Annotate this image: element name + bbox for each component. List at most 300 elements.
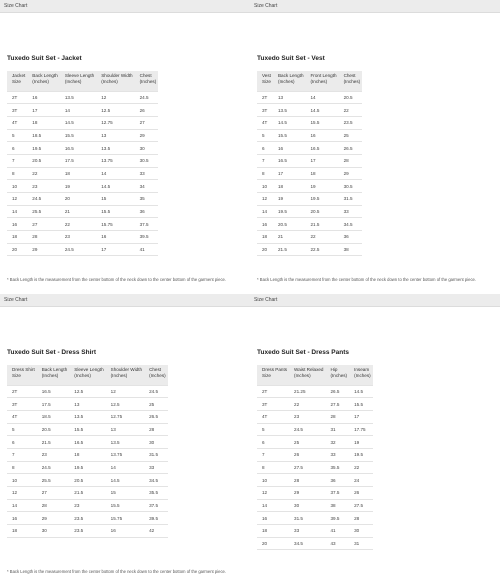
table-cell: 18 bbox=[273, 180, 306, 193]
panel-header: Size Chart bbox=[0, 0, 250, 13]
table-cell: 4T bbox=[7, 116, 27, 129]
table-cell: 39.5 bbox=[144, 512, 168, 525]
table-row bbox=[7, 180, 158, 193]
table-cell: 16 bbox=[106, 525, 144, 538]
table-cell: 22 bbox=[60, 218, 96, 231]
table-cell: 21 bbox=[60, 205, 96, 218]
table-row bbox=[257, 487, 373, 500]
table-row bbox=[257, 116, 362, 129]
table-cell: 13.5 bbox=[106, 436, 144, 449]
table-row bbox=[7, 154, 158, 167]
size-table bbox=[257, 71, 362, 256]
table-cell: 31 bbox=[325, 423, 349, 436]
table-header-row bbox=[7, 71, 158, 91]
table-cell: 41 bbox=[135, 243, 159, 256]
table-cell: 16 bbox=[7, 218, 27, 231]
table-cell: 28 bbox=[289, 474, 325, 487]
table-row bbox=[257, 398, 373, 411]
table-cell: 32 bbox=[325, 436, 349, 449]
column-header: Vest Size bbox=[257, 71, 273, 91]
table-cell: 28 bbox=[37, 499, 70, 512]
size-chart-panel-jacket bbox=[0, 0, 250, 294]
footnote: * Back Length is the measurement from the center bottom of the neck down to the center bottom of the garment piece. bbox=[257, 277, 477, 282]
table-row bbox=[257, 243, 362, 256]
table-row bbox=[7, 167, 158, 180]
table-cell: 22 bbox=[339, 104, 363, 117]
table-cell: 15.5 bbox=[349, 398, 373, 411]
table-cell: 26 bbox=[135, 104, 159, 117]
column-header: Back Length (Inches) bbox=[273, 71, 306, 91]
table-cell: 27.5 bbox=[325, 398, 349, 411]
table-cell: 27 bbox=[27, 218, 60, 231]
table-cell: 7 bbox=[7, 154, 27, 167]
table-cell: 13.5 bbox=[69, 410, 105, 423]
table-cell: 20 bbox=[7, 243, 27, 256]
column-header: Chest (Inches) bbox=[339, 71, 363, 91]
table-cell: 29 bbox=[27, 243, 60, 256]
table-cell: 18 bbox=[27, 116, 60, 129]
table-cell: 13.5 bbox=[60, 91, 96, 104]
table-cell: 23.5 bbox=[339, 116, 363, 129]
size-chart-panel-dress-pants bbox=[250, 294, 500, 588]
table-row bbox=[7, 474, 168, 487]
table-cell: 30 bbox=[289, 499, 325, 512]
table-cell: 14 bbox=[106, 461, 144, 474]
table-row bbox=[257, 167, 362, 180]
table-cell: 28 bbox=[144, 423, 168, 436]
table-cell: 18.5 bbox=[37, 410, 70, 423]
table-cell: 30 bbox=[349, 525, 373, 538]
table-row bbox=[257, 410, 373, 423]
table-row bbox=[257, 180, 362, 193]
table-cell: 16 bbox=[7, 512, 37, 525]
table-cell: 29 bbox=[339, 167, 363, 180]
table-cell: 18 bbox=[257, 231, 273, 244]
table-cell: 26.5 bbox=[144, 410, 168, 423]
column-header: Jacket Size bbox=[7, 71, 27, 91]
table-cell: 38 bbox=[339, 243, 363, 256]
table-cell: 16 bbox=[96, 231, 134, 244]
table-cell: 30 bbox=[144, 436, 168, 449]
table-cell: 34 bbox=[135, 180, 159, 193]
table-cell: 23.5 bbox=[69, 512, 105, 525]
table-row bbox=[7, 410, 168, 423]
table-cell: 16.5 bbox=[69, 436, 105, 449]
table-cell: 24.5 bbox=[27, 193, 60, 206]
table-row bbox=[257, 154, 362, 167]
table-cell: 27 bbox=[37, 487, 70, 500]
size-chart-panel-dress-shirt bbox=[0, 294, 250, 588]
table-row bbox=[257, 205, 362, 218]
table-cell: 19 bbox=[306, 180, 339, 193]
table-cell: 3T bbox=[257, 104, 273, 117]
table-cell: 21.5 bbox=[37, 436, 70, 449]
table-cell: 18 bbox=[7, 525, 37, 538]
table-cell: 6 bbox=[7, 436, 37, 449]
table-cell: 20.5 bbox=[69, 474, 105, 487]
table-cell: 12 bbox=[7, 487, 37, 500]
table-row bbox=[7, 436, 168, 449]
table-title: Tuxedo Suit Set - Dress Pants bbox=[257, 349, 349, 356]
table-row bbox=[257, 104, 362, 117]
size-table bbox=[7, 71, 158, 256]
table-cell: 24.5 bbox=[60, 243, 96, 256]
column-header: Back Length (Inches) bbox=[37, 365, 70, 385]
table-cell: 15.75 bbox=[96, 218, 134, 231]
table-cell: 33 bbox=[135, 167, 159, 180]
table-cell: 31.5 bbox=[339, 193, 363, 206]
table-cell: 14 bbox=[7, 499, 37, 512]
table-header-row bbox=[257, 71, 362, 91]
table-cell: 34.5 bbox=[339, 218, 363, 231]
column-header: Dress Shirt Size bbox=[7, 365, 37, 385]
table-cell: 21.5 bbox=[273, 243, 306, 256]
column-header: Back Length (Inches) bbox=[27, 71, 60, 91]
table-cell: 35.5 bbox=[325, 461, 349, 474]
table-row bbox=[7, 205, 158, 218]
table-cell: 20.5 bbox=[273, 218, 306, 231]
table-cell: 17 bbox=[349, 410, 373, 423]
table-cell: 28 bbox=[325, 410, 349, 423]
table-cell: 2T bbox=[257, 91, 273, 104]
table-cell: 7 bbox=[257, 154, 273, 167]
table-cell: 12 bbox=[96, 91, 134, 104]
table-cell: 13 bbox=[69, 398, 105, 411]
table-row bbox=[7, 91, 158, 104]
table-cell: 33 bbox=[325, 448, 349, 461]
table-cell: 17.75 bbox=[349, 423, 373, 436]
table-cell: 43 bbox=[325, 537, 349, 550]
table-cell: 41 bbox=[325, 525, 349, 538]
column-header: Hip (Inches) bbox=[325, 365, 349, 385]
table-cell: 21.5 bbox=[69, 487, 105, 500]
table-cell: 4T bbox=[7, 410, 37, 423]
table-cell: 12 bbox=[257, 193, 273, 206]
table-cell: 14.5 bbox=[273, 116, 306, 129]
table-cell: 12 bbox=[7, 193, 27, 206]
table-header-row bbox=[7, 365, 168, 385]
table-row bbox=[7, 512, 168, 525]
column-header: Sleeve Length (Inches) bbox=[60, 71, 96, 91]
table-cell: 15 bbox=[106, 487, 144, 500]
table-cell: 26.5 bbox=[325, 385, 349, 398]
table-cell: 16.5 bbox=[306, 142, 339, 155]
table-cell: 34.5 bbox=[289, 537, 325, 550]
table-cell: 38 bbox=[325, 499, 349, 512]
table-cell: 37.5 bbox=[144, 499, 168, 512]
table-cell: 18 bbox=[306, 167, 339, 180]
table-row bbox=[257, 499, 373, 512]
table-cell: 6 bbox=[7, 142, 27, 155]
table-cell: 8 bbox=[257, 167, 273, 180]
column-header: Shoulder Width (Inches) bbox=[96, 71, 134, 91]
column-header: Chest (Inches) bbox=[135, 71, 159, 91]
table-cell: 15.5 bbox=[60, 129, 96, 142]
table-cell: 30.5 bbox=[339, 180, 363, 193]
table-cell: 3T bbox=[257, 398, 289, 411]
size-table bbox=[7, 365, 168, 538]
panel-header: Size Chart bbox=[250, 0, 500, 13]
table-cell: 12.5 bbox=[106, 398, 144, 411]
table-cell: 5 bbox=[7, 423, 37, 436]
table-row bbox=[7, 104, 158, 117]
table-cell: 20.5 bbox=[37, 423, 70, 436]
table-header-row bbox=[257, 365, 373, 385]
column-header: Sleeve Length (Inches) bbox=[69, 365, 105, 385]
table-cell: 25.5 bbox=[27, 205, 60, 218]
table-cell: 22.5 bbox=[306, 243, 339, 256]
column-header: Chest (Inches) bbox=[144, 365, 168, 385]
table-cell: 14 bbox=[257, 499, 289, 512]
table-cell: 8 bbox=[7, 167, 27, 180]
table-row bbox=[257, 448, 373, 461]
table-cell: 16 bbox=[273, 142, 306, 155]
table-cell: 27 bbox=[135, 116, 159, 129]
panel-header: Size Chart bbox=[0, 294, 250, 307]
table-cell: 23 bbox=[27, 180, 60, 193]
table-row bbox=[257, 218, 362, 231]
table-cell: 13.5 bbox=[273, 104, 306, 117]
table-cell: 21.5 bbox=[306, 218, 339, 231]
table-cell: 18 bbox=[69, 448, 105, 461]
table-cell: 26 bbox=[349, 487, 373, 500]
table-cell: 31.5 bbox=[289, 512, 325, 525]
table-cell: 13 bbox=[106, 423, 144, 436]
table-cell: 23.5 bbox=[69, 525, 105, 538]
table-cell: 39.5 bbox=[325, 512, 349, 525]
column-header: Waist Relaxed (Inches) bbox=[289, 365, 325, 385]
table-cell: 15 bbox=[96, 193, 134, 206]
table-cell: 30.5 bbox=[135, 154, 159, 167]
table-row bbox=[257, 537, 373, 550]
table-row bbox=[7, 487, 168, 500]
table-cell: 2T bbox=[7, 385, 37, 398]
table-cell: 4T bbox=[257, 116, 273, 129]
table-cell: 17 bbox=[306, 154, 339, 167]
table-cell: 19.5 bbox=[306, 193, 339, 206]
table-cell: 17 bbox=[96, 243, 134, 256]
table-cell: 22 bbox=[289, 398, 325, 411]
table-cell: 27.5 bbox=[349, 499, 373, 512]
table-cell: 16.5 bbox=[60, 142, 96, 155]
table-row bbox=[257, 129, 362, 142]
table-row bbox=[7, 243, 158, 256]
table-cell: 17.5 bbox=[60, 154, 96, 167]
footnote: * Back Length is the measurement from the center bottom of the neck down to the center bottom of the garment piece. bbox=[7, 277, 227, 282]
table-cell: 12.75 bbox=[96, 116, 134, 129]
table-row bbox=[7, 129, 158, 142]
table-cell: 10 bbox=[7, 474, 37, 487]
table-cell: 16 bbox=[257, 218, 273, 231]
table-cell: 14 bbox=[96, 167, 134, 180]
table-cell: 7 bbox=[257, 448, 289, 461]
table-cell: 30 bbox=[135, 142, 159, 155]
table-cell: 14.5 bbox=[349, 385, 373, 398]
table-cell: 29 bbox=[37, 512, 70, 525]
table-cell: 4T bbox=[257, 410, 289, 423]
table-cell: 5 bbox=[7, 129, 27, 142]
table-row bbox=[7, 231, 158, 244]
table-cell: 24.5 bbox=[135, 91, 159, 104]
table-cell: 20 bbox=[257, 537, 289, 550]
table-cell: 19.5 bbox=[273, 205, 306, 218]
table-cell: 15.5 bbox=[273, 129, 306, 142]
table-row bbox=[7, 385, 168, 398]
table-cell: 5 bbox=[257, 129, 273, 142]
table-cell: 20.5 bbox=[306, 205, 339, 218]
table-cell: 15.75 bbox=[106, 512, 144, 525]
table-cell: 20 bbox=[60, 193, 96, 206]
table-cell: 6 bbox=[257, 142, 273, 155]
table-cell: 24.5 bbox=[37, 461, 70, 474]
table-cell: 12.75 bbox=[106, 410, 144, 423]
table-cell: 13.75 bbox=[96, 154, 134, 167]
table-cell: 19.5 bbox=[349, 448, 373, 461]
table-row bbox=[257, 231, 362, 244]
table-row bbox=[257, 436, 373, 449]
table-cell: 23 bbox=[37, 448, 70, 461]
table-cell: 16 bbox=[27, 91, 60, 104]
table-cell: 36 bbox=[325, 474, 349, 487]
table-title: Tuxedo Suit Set - Jacket bbox=[7, 55, 82, 62]
table-cell: 20 bbox=[257, 243, 273, 256]
table-cell: 14 bbox=[257, 205, 273, 218]
table-cell: 15.5 bbox=[69, 423, 105, 436]
table-cell: 12 bbox=[257, 487, 289, 500]
table-cell: 25 bbox=[339, 129, 363, 142]
table-cell: 30 bbox=[37, 525, 70, 538]
table-title: Tuxedo Suit Set - Dress Shirt bbox=[7, 349, 97, 356]
table-cell: 18 bbox=[257, 525, 289, 538]
column-header: Front Length (Inches) bbox=[306, 71, 339, 91]
table-cell: 13.75 bbox=[106, 448, 144, 461]
table-cell: 17 bbox=[273, 167, 306, 180]
table-cell: 18 bbox=[7, 231, 27, 244]
table-row bbox=[7, 499, 168, 512]
table-row bbox=[257, 142, 362, 155]
table-row bbox=[7, 423, 168, 436]
table-cell: 28 bbox=[339, 154, 363, 167]
table-cell: 16.5 bbox=[37, 385, 70, 398]
table-cell: 22 bbox=[27, 167, 60, 180]
table-cell: 2T bbox=[7, 91, 27, 104]
table-cell: 14 bbox=[7, 205, 27, 218]
column-header: Shoulder Width (Inches) bbox=[106, 365, 144, 385]
table-cell: 21.25 bbox=[289, 385, 325, 398]
table-cell: 10 bbox=[257, 180, 273, 193]
table-cell: 15.5 bbox=[306, 116, 339, 129]
table-cell: 8 bbox=[257, 461, 289, 474]
table-row bbox=[7, 448, 168, 461]
table-cell: 24 bbox=[349, 474, 373, 487]
column-header: Dress Pants Size bbox=[257, 365, 289, 385]
table-cell: 15.5 bbox=[106, 499, 144, 512]
table-cell: 13 bbox=[273, 91, 306, 104]
table-cell: 31.5 bbox=[144, 448, 168, 461]
table-cell: 22 bbox=[349, 461, 373, 474]
table-cell: 25 bbox=[289, 436, 325, 449]
table-cell: 14 bbox=[60, 104, 96, 117]
table-cell: 28 bbox=[349, 512, 373, 525]
size-chart-panel-vest bbox=[250, 0, 500, 294]
table-cell: 17.5 bbox=[37, 398, 70, 411]
table-row bbox=[7, 218, 158, 231]
table-cell: 5 bbox=[257, 423, 289, 436]
table-cell: 3T bbox=[7, 398, 37, 411]
table-cell: 15.5 bbox=[96, 205, 134, 218]
table-cell: 12.5 bbox=[96, 104, 134, 117]
table-row bbox=[257, 461, 373, 474]
table-cell: 19 bbox=[349, 436, 373, 449]
table-row bbox=[257, 525, 373, 538]
table-cell: 42 bbox=[144, 525, 168, 538]
table-cell: 33 bbox=[339, 205, 363, 218]
footnote: * Back Length is the measurement from the center bottom of the neck down to the center bottom of the garment piece. bbox=[7, 569, 227, 574]
table-cell: 20.5 bbox=[27, 154, 60, 167]
table-row bbox=[7, 525, 168, 538]
table-cell: 33 bbox=[144, 461, 168, 474]
table-cell: 26 bbox=[289, 448, 325, 461]
table-cell: 13.5 bbox=[96, 142, 134, 155]
table-cell: 39.5 bbox=[135, 231, 159, 244]
table-cell: 35 bbox=[135, 193, 159, 206]
table-cell: 28 bbox=[27, 231, 60, 244]
table-row bbox=[7, 461, 168, 474]
table-cell: 34.5 bbox=[144, 474, 168, 487]
table-cell: 19 bbox=[273, 193, 306, 206]
table-cell: 14 bbox=[306, 91, 339, 104]
table-cell: 12 bbox=[106, 385, 144, 398]
table-cell: 10 bbox=[7, 180, 27, 193]
table-cell: 23 bbox=[60, 231, 96, 244]
table-cell: 3T bbox=[7, 104, 27, 117]
table-cell: 35.5 bbox=[144, 487, 168, 500]
table-cell: 10 bbox=[257, 474, 289, 487]
table-cell: 26.5 bbox=[339, 142, 363, 155]
table-cell: 14.5 bbox=[306, 104, 339, 117]
table-cell: 8 bbox=[7, 461, 37, 474]
table-cell: 20.5 bbox=[339, 91, 363, 104]
table-cell: 19.5 bbox=[69, 461, 105, 474]
table-row bbox=[257, 385, 373, 398]
size-table bbox=[257, 365, 373, 550]
table-cell: 17 bbox=[27, 104, 60, 117]
table-cell: 18.5 bbox=[27, 129, 60, 142]
column-header: Inseam (Inches) bbox=[349, 365, 373, 385]
table-cell: 6 bbox=[257, 436, 289, 449]
table-cell: 14.5 bbox=[106, 474, 144, 487]
table-row bbox=[257, 512, 373, 525]
table-cell: 14.5 bbox=[60, 116, 96, 129]
table-cell: 31 bbox=[349, 537, 373, 550]
table-cell: 23 bbox=[289, 410, 325, 423]
panel-header: Size Chart bbox=[250, 294, 500, 307]
table-cell: 25.5 bbox=[37, 474, 70, 487]
table-row bbox=[257, 423, 373, 436]
table-cell: 24.5 bbox=[289, 423, 325, 436]
table-cell: 33 bbox=[289, 525, 325, 538]
table-row bbox=[257, 91, 362, 104]
table-row bbox=[7, 142, 158, 155]
table-row bbox=[7, 398, 168, 411]
table-cell: 14.5 bbox=[96, 180, 134, 193]
table-cell: 29 bbox=[289, 487, 325, 500]
table-row bbox=[7, 116, 158, 129]
table-cell: 22 bbox=[306, 231, 339, 244]
table-title: Tuxedo Suit Set - Vest bbox=[257, 55, 325, 62]
table-cell: 19.5 bbox=[27, 142, 60, 155]
table-row bbox=[257, 193, 362, 206]
